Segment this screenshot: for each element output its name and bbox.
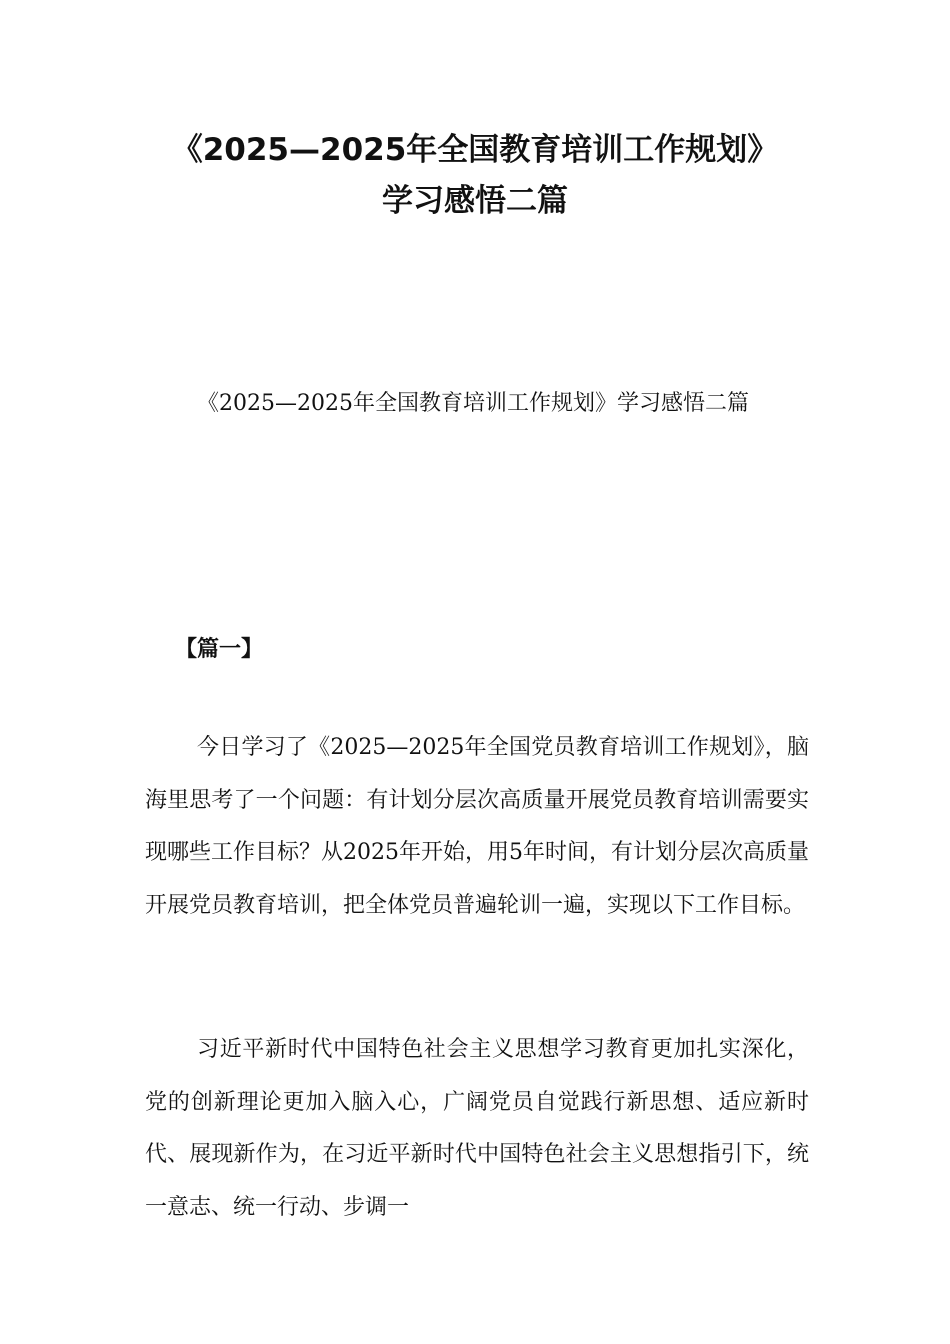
document-subtitle: 《2025—2025年全国教育培训工作规划》学习感悟二篇: [197, 391, 749, 416]
document-title-line-2: 学习感悟二篇: [382, 183, 568, 219]
paragraph-1: 今日学习了《2025—2025年全国党员教育培训工作规划》，脑海里思考了一个问题：有计划分层次高质量开展党员教育培训需要实现哪些工作目标？从2025年开始，用5年时间，有计划分层次高质量开展党员教育培训，把全体党员普遍轮训一遍，实现以下工作目标。: [145, 735, 809, 918]
section-label: 【篇一】: [175, 636, 264, 662]
document-title-line-1: 《2025—2025年全国教育培训工作规划》: [171, 132, 779, 168]
paragraph-2: 习近平新时代中国特色社会主义思想学习教育更加扎实深化，党的创新理论更加入脑入心，广阔党员自觉践行新思想、适应新时代、展现新作为，在习近平新时代中国特色社会主义思想指引下，统一意志、统一行动、步调一: [145, 1037, 809, 1220]
